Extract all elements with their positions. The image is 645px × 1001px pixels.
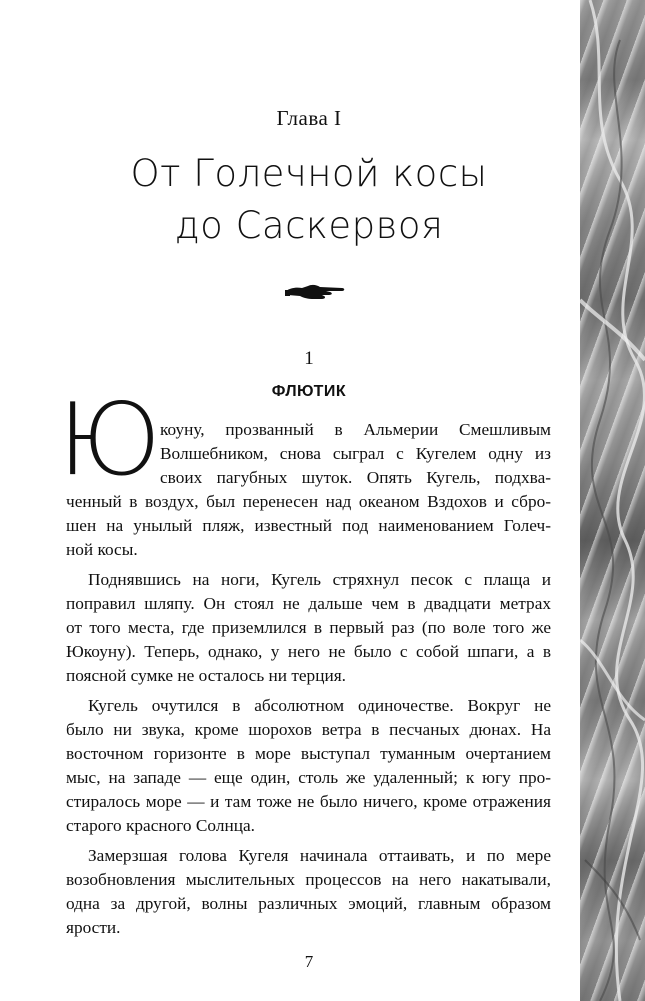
body-line: ной косы. [66,540,138,559]
chapter-title [0,148,618,252]
body-line: стиралось море — и там тоже не было ничего, кроме отражения [66,792,551,811]
body-line: мыс, на западе — еще один, столь же удаленный; к югу про- [66,768,551,787]
chapter-label: Глава I [276,106,342,130]
body-line: от того места, где приземлился в первый раз (по воле того же [66,618,551,637]
body-line: поправил шляпу. Он стоял не дальше чем в двадцати метрах [66,594,551,613]
chapter-title-line-2: до Саскервоя [174,204,444,247]
section-number: 1 [304,348,314,369]
chapter-title-line-1: От Голечной косы [130,152,488,195]
body-line: Замерзшая голова Кугеля начинала оттаивать, и по мере [88,846,551,865]
drop-cap-letter: Ю [58,381,162,498]
body-line: коуну, прозванный в Альмерии Смешливым [160,420,551,439]
section-title: ФЛЮТИК [271,383,347,400]
body-line: своих пагубных шуток. Опять Кугель, подхва- [160,468,551,487]
body-line: шен на унылый пляж, известный под наименованием Голеч- [66,516,551,535]
body-line: ярости. [66,918,121,937]
body-line: Кугель очутился в абсолютном одиночестве. Вокруг не [88,696,551,715]
body-line: одна за другой, волны различных эмоций, главным образом [66,894,551,913]
body-line: ченный в воздух, был перенесен над океаном Вздохов и сбро- [66,492,551,511]
page-number: 7 [304,952,314,971]
body-line: Волшебником, снова сыграл с Кугелем одну из [160,444,551,463]
body-line: старого красного Солнца. [66,816,255,835]
body-line: было ни звука, кроме шорохов ветра в песчаных дюнах. На [66,720,551,739]
body-line: Поднявшись на ноги, Кугель стряхнул песок с плаща и [88,570,551,589]
body-line: Юкоуну). Теперь, однако, у него не было с собой шпаги, а в [66,642,551,661]
pointing-hand-icon [284,281,346,303]
body-line: восточном горизонте в море выступал туманным очертанием [66,744,551,763]
body-line: возобновления мыслительных процессов на него накатывали, [66,870,551,889]
body-line: поясной сумке не осталось ни терция. [66,666,346,685]
